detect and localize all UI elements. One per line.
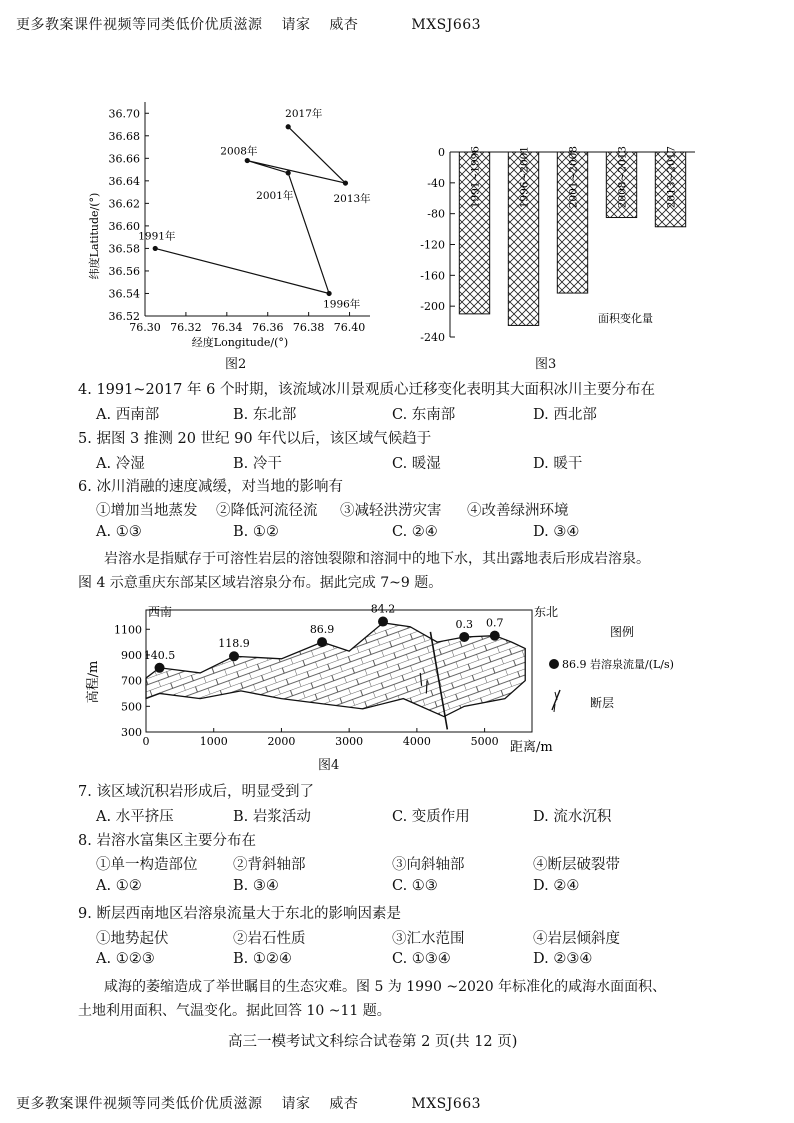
q9-item-4: ④岩层倾斜度 [533,931,620,947]
fig2-point [286,170,291,175]
fig2-point [343,180,348,185]
banner-name: 威杏 [329,1096,359,1112]
banner-contact: 请家 [281,17,311,33]
fig3-caption: 图3 [535,357,557,372]
fig2-axes [109,102,372,334]
top-banner [16,14,481,34]
fig2-point-label: 1996年 [323,298,361,311]
fig2-y-tick-label: 36.56 [108,264,140,278]
fig2-y-tick-label: 36.70 [108,107,140,121]
fig4-spring-marker [490,631,500,641]
fig4-spring-flow-label: 84.2 [370,602,396,616]
fig2-x-tick-label: 76.30 [129,321,161,334]
fig2-y-tick-label: 36.62 [108,197,140,211]
fig4-y-tick-label: 500 [121,700,142,714]
q8-item-2: ②背斜轴部 [233,857,306,873]
banner-code: MXSJ663 [411,17,482,33]
fig4-y-tick-label: 300 [121,726,142,739]
fig4-y-tick-label: 700 [121,674,142,688]
q5-option-d[interactable]: D. 暖干 [533,456,583,472]
fig4-y-tick-label: 900 [121,648,142,662]
fig4-right-label: 东北 [534,605,559,619]
fig3-category-label: 2013~2017 [665,146,678,209]
q5-option-c[interactable]: C. 暖湿 [392,456,441,472]
q7-option-c[interactable]: C. 变质作用 [392,809,470,825]
question-5-stem: 5. 据图 3 推测 20 世纪 90 年代以后，该区域气候趋于 [78,431,432,447]
fig3-plot [420,146,695,344]
fig4-legend-spring-marker [549,659,559,669]
fig3-category-label: 1996~2001 [518,146,531,209]
q9-item-3: ③汇水范围 [392,931,465,947]
fig2-point-label: 2013年 [333,193,371,206]
q8-option-c[interactable]: C. ①③ [392,878,438,894]
q8-item-3: ③向斜轴部 [392,857,465,873]
fig4-spring-flow-label: 118.9 [218,637,250,651]
passage-1-line-2: 图 4 示意重庆东部某区域岩溶泉分布。据此完成 7~9 题。 [78,575,443,591]
fig4-plot [114,603,532,748]
fig4-spring-marker [155,663,165,673]
fig2-point [326,291,331,296]
fig4-spring-marker [317,637,327,647]
fig3-y-tick-label: 0 [438,146,445,159]
fig2-y-tick-label: 36.68 [108,129,140,143]
q9-option-d[interactable]: D. ②③④ [533,951,593,967]
fig2-point [245,158,250,163]
fig4-spring-flow-label: 140.5 [143,648,176,662]
fig3-category-label: 1991~1996 [469,146,482,209]
fig4-spring-marker [229,651,239,661]
fig4-spring-marker [459,632,469,642]
q6-option-a[interactable]: A. ①③ [96,524,142,540]
fig2-point-label: 2017年 [285,107,323,120]
question-7-stem: 7. 该区域沉积岩形成后，明显受到了 [78,784,314,800]
fig4-caption: 图4 [318,758,340,773]
fig2-x-tick-label: 76.40 [333,321,366,334]
figure-4-diagram [82,600,722,772]
fig3-legend: 面积变化量 [598,312,653,325]
q8-item-1: ①单一构造部位 [96,857,198,873]
q6-item-2: ②降低河流径流 [216,503,318,519]
fig2-point [153,246,158,251]
question-9-stem: 9. 断层西南地区岩溶泉流量大于东北的影响因素是 [78,906,401,922]
q6-option-b[interactable]: B. ①② [233,524,279,540]
fig3-category-label: 2008~2013 [616,146,629,209]
fig2-y-tick-label: 36.60 [108,219,140,233]
fig3-y-tick-label: -80 [427,207,445,221]
fig2-y-tick-label: 36.58 [108,242,140,256]
question-8-stem: 8. 岩溶水富集区主要分布在 [78,833,256,849]
fig2-x-tick-label: 76.32 [170,321,202,334]
fig4-x-tick-label: 1000 [199,735,228,748]
fig3-y-tick-label: -240 [420,331,445,344]
q6-option-d[interactable]: D. ③④ [533,524,580,540]
passage-1-line-1: 岩溶水是指赋存于可溶性岩层的溶蚀裂隙和溶洞中的地下水，其出露地表后形成岩溶泉。 [104,551,650,567]
page-footer: 高三一模考试文科综合试卷第 2 页(共 12 页) [228,1034,518,1050]
banner-text: 更多教案课件视频等同类低价优质滋源 [16,17,263,33]
q8-item-4: ④断层破裂带 [533,857,620,873]
q4-option-a[interactable]: A. 西南部 [96,407,160,423]
fig4-legend-title: 图例 [610,625,635,639]
figure-2-chart [80,88,380,353]
figure-3-chart [410,82,700,350]
q4-option-b[interactable]: B. 东北部 [233,407,297,423]
q6-option-c[interactable]: C. ②④ [392,524,438,540]
q8-option-a[interactable]: A. ①② [96,878,142,894]
q4-option-c[interactable]: C. 东南部 [392,407,456,423]
fig4-fault-arrow [426,681,427,694]
fig2-ylabel: 纬度Latitude/(°) [88,192,101,280]
fig4-ylabel: 高程/m [86,660,101,704]
fig2-x-tick-label: 76.36 [251,321,284,334]
q7-option-d[interactable]: D. 流水沉积 [533,809,612,825]
banner-name: 威杏 [329,17,359,33]
fig4-spring-flow-label: 0.3 [455,617,474,631]
q5-option-b[interactable]: B. 冷干 [233,456,282,472]
q9-option-c[interactable]: C. ①③④ [392,951,451,967]
fig3-y-tick-label: -200 [420,300,445,314]
fig4-x-tick-label: 2000 [267,735,296,748]
fig4-xlabel: 距离/m [510,740,553,755]
fig4-x-tick-label: 0 [142,735,150,748]
fig2-point [286,124,291,129]
q8-option-b[interactable]: B. ③④ [233,878,279,894]
q6-item-3: ③减轻洪涝灾害 [340,503,442,519]
question-6-stem: 6. 冰川消融的速度减缓，对当地的影响有 [78,479,343,495]
fig2-x-tick-label: 76.34 [211,321,243,334]
q4-option-d[interactable]: D. 西北部 [533,407,597,423]
q9-option-a[interactable]: A. ①②③ [96,951,155,967]
fig2-y-tick-label: 36.64 [108,174,140,188]
fig4-legend-spring-label: 岩溶泉流量/(L/s) [590,658,674,671]
q8-option-d[interactable]: D. ②④ [533,878,580,894]
bottom-banner [16,1093,481,1113]
fig2-caption: 图2 [225,357,247,372]
fig2-y-tick-label: 36.54 [108,287,140,301]
fig2-y-tick-label: 36.52 [108,310,140,323]
fig4-left-label: 西南 [148,605,173,619]
fig2-point-label: 1991年 [138,230,176,243]
banner-contact: 请家 [281,1096,311,1112]
q7-option-b[interactable]: B. 岩浆活动 [233,809,311,825]
fig3-y-tick-label: -120 [420,238,445,252]
fig2-point-label: 2001年 [256,189,294,202]
q9-item-2: ②岩石性质 [233,931,306,947]
q7-option-a[interactable]: A. 水平挤压 [96,809,174,825]
fig4-spring-flow-label: 0.7 [486,616,504,630]
question-4-stem: 4. 1991~2017 年 6 个时期，该流域冰川景观质心迁移变化表明其大面积冰川主要分布在 [78,382,655,398]
fig4-spring-marker [378,617,388,627]
fault-legend-icon [552,690,560,712]
q6-item-1: ①增加当地蒸发 [96,503,198,519]
q9-item-1: ①地势起伏 [96,931,169,947]
q6-item-4: ④改善绿洲环境 [467,503,569,519]
q5-option-a[interactable]: A. 冷湿 [96,456,145,472]
fig4-x-tick-label: 3000 [335,735,364,748]
fig4-legend-fault-label: 断层 [590,696,615,710]
fig2-x-tick-label: 76.38 [292,321,325,334]
fig2-xlabel: 经度Longitude/(°) [191,336,289,349]
banner-code: MXSJ663 [411,1096,482,1112]
passage-2-line-2: 土地利用面积、气温变化。据此回答 10 ~11 题。 [78,1003,391,1019]
fig4-y-tick-label: 1100 [114,623,142,637]
fig2-point-label: 2008年 [220,145,258,158]
fig4-legend-spring-value: 86.9 [562,658,587,671]
passage-2-line-1: 咸海的萎缩造成了举世瞩目的生态灾难。图 5 为 1990 ~2020 年标准化的咸海水面面积、 [104,979,667,995]
fig4-x-tick-label: 5000 [470,735,499,748]
fig3-category-label: 2001~2008 [567,146,580,209]
banner-text: 更多教案课件视频等同类低价优质滋源 [16,1096,263,1112]
fig3-y-tick-label: -40 [427,176,445,190]
fig3-y-tick-label: -160 [420,269,445,283]
fig4-spring-flow-label: 86.9 [309,623,335,637]
fig2-y-tick-label: 36.66 [108,152,140,166]
q9-option-b[interactable]: B. ①②④ [233,951,292,967]
fig4-x-tick-label: 4000 [402,735,431,748]
